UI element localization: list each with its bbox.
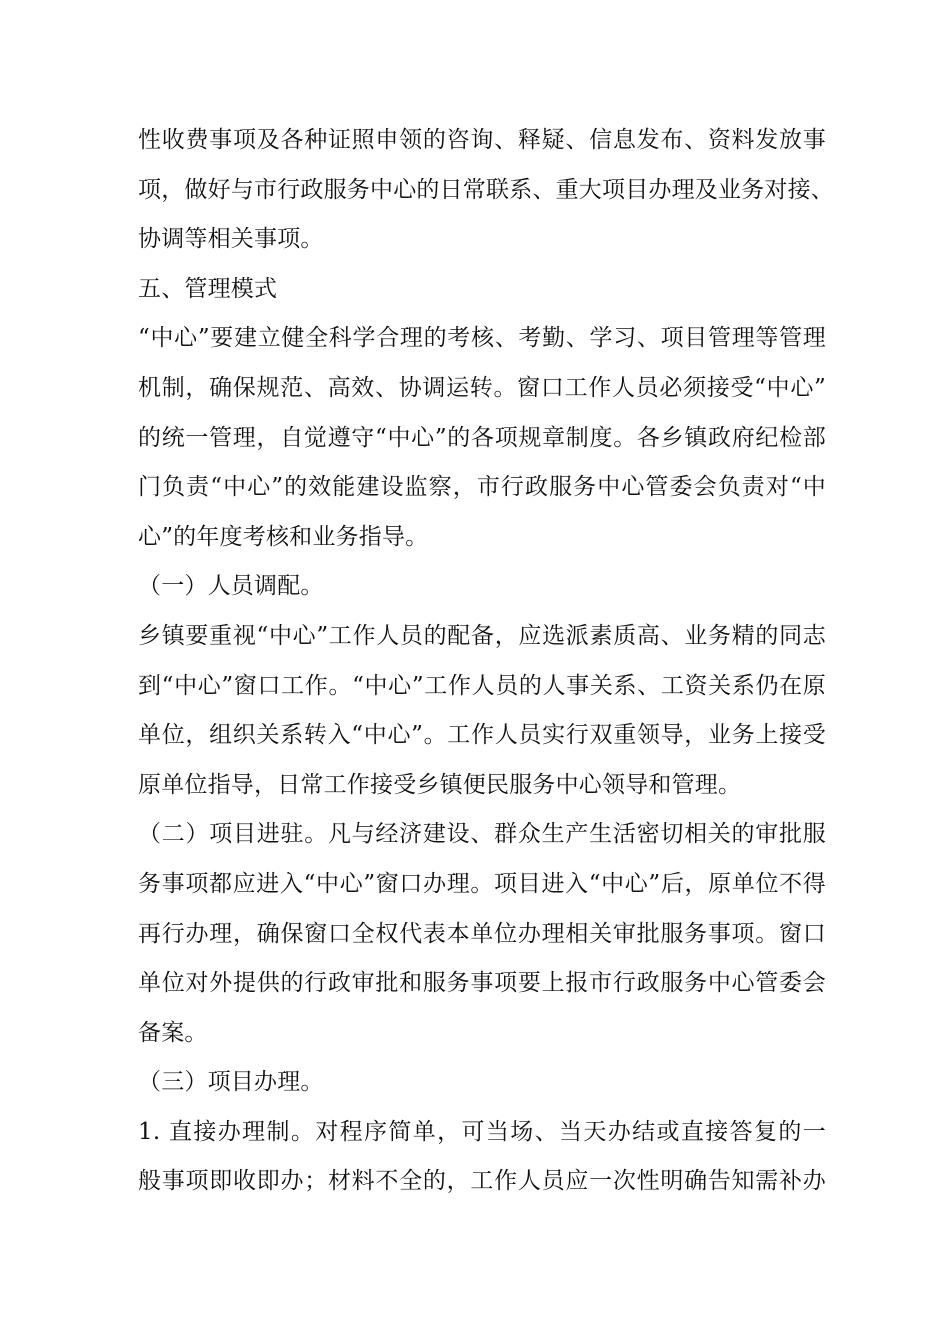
subsection-heading: （三）项目办理。 — [138, 1069, 324, 1096]
text-line: 备案。 — [138, 1019, 208, 1046]
subsection-heading: （一）人员调配。 — [138, 573, 324, 600]
text-line: 1. 直接办理制。对程序简单，可当场、当天办结或直接答复的一 — [138, 1118, 826, 1145]
section-heading: 五、管理模式 — [138, 275, 278, 302]
text-line: 心”的年度考核和业务指导。 — [138, 523, 429, 550]
text-line: 乡镇要重视“中心”工作人员的配备，应选派素质高、业务精的同志 — [138, 622, 826, 649]
text-line: 原单位指导，日常工作接受乡镇便民服务中心领导和管理。 — [138, 771, 742, 798]
text-line: 般事项即收即办；材料不全的，工作人员应一次性明确告知需补办 — [138, 1168, 826, 1195]
text-line: 务事项都应进入“中心”窗口办理。项目进入“中心”后，原单位不得 — [138, 870, 826, 897]
text-line: 项，做好与市行政服务中心的日常联系、重大项目办理及业务对接、 — [138, 176, 834, 203]
text-line: 的统一管理，自觉遵守“中心”的各项规章制度。各乡镇政府纪检部 — [138, 424, 826, 451]
text-line: 再行办理，确保窗口全权代表本单位办理相关审批服务事项。窗口 — [138, 920, 826, 947]
document-body — [138, 116, 834, 1207]
text-line: 单位，组织关系转入“中心”。工作人员实行双重领导，业务上接受 — [138, 722, 826, 749]
text-line: 门负责“中心”的效能建设监察，市行政服务中心管委会负责对“中 — [138, 474, 826, 501]
text-line: （二）项目进驻。凡与经济建设、群众生产生活密切相关的审批服 — [138, 821, 826, 848]
text-line: 到“中心”窗口工作。“中心”工作人员的人事关系、工资关系仍在原 — [138, 672, 826, 699]
text-line: 协调等相关事项。 — [138, 226, 324, 253]
text-line: 性收费事项及各种证照申领的咨询、释疑、信息发布、资料发放事 — [138, 127, 826, 153]
text-line: “中心”要建立健全科学合理的考核、考勤、学习、项目管理等管理 — [138, 325, 826, 352]
text-line: 单位对外提供的行政审批和服务事项要上报市行政服务中心管委会 — [138, 970, 826, 997]
text-line: 机制，确保规范、高效、协调运转。窗口工作人员必须接受“中心” — [138, 374, 826, 401]
